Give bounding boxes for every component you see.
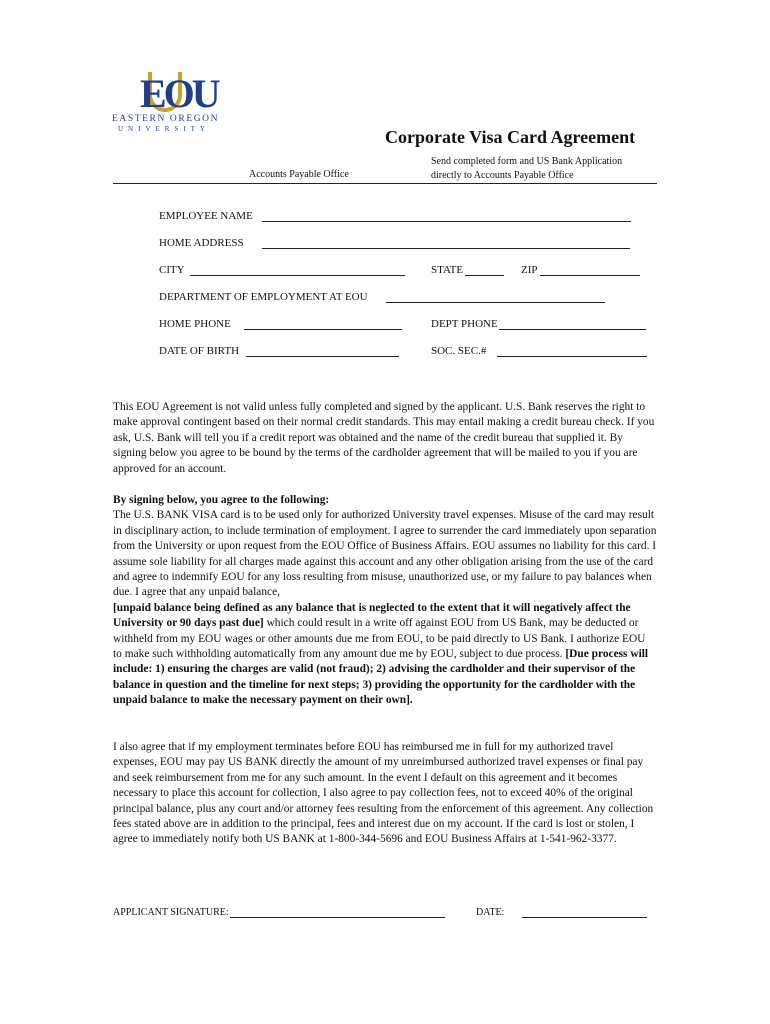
city-label: CITY [159,264,185,276]
city-field[interactable] [190,275,405,276]
home-address-field[interactable] [262,248,630,249]
date-of-birth-label: DATE OF BIRTH [159,345,240,357]
zip-label: ZIP [521,264,538,276]
eou-logo [112,71,220,136]
page-title: Corporate Visa Card Agreement [385,127,636,147]
validity-paragraph: This EOU Agreement is not valid unless fully completed and signed by the applicant. U.S. Bank reserves the right to make approval contingent based on their normal credit standards. This may entail making a credit bureau check. If you ask, U.S. Bank will tell you if a credit report was obtained and the name of the credit bureau that supplied it. By signing below you agree to be bound by the terms of the cardholder agreement that will be mailed to you if you are approved for an account. [113,401,655,475]
header-rule [113,183,657,184]
zip-field[interactable] [540,275,640,276]
department-label: DEPARTMENT OF EMPLOYMENT AT EOU [159,291,368,303]
date-label: DATE: [476,907,505,918]
state-label: STATE [431,264,464,276]
soc-sec-label: SOC. SEC.# [431,345,487,357]
logo-main-text: EOU [140,71,218,116]
logo-line1: EASTERN OREGON [112,114,220,124]
date-of-birth-field[interactable] [246,356,399,357]
soc-sec-field[interactable] [497,356,647,357]
send-line2: directly to Accounts Payable Office [431,170,574,181]
applicant-signature-label: APPLICANT SIGNATURE: [113,907,229,918]
terms-unpaid-definition: [unpaid balance being defined as any balance that is neglected to the extent that it will negatively affect the University or 90 days past due] [113,601,631,630]
signature-date-field[interactable] [522,917,647,918]
terms-paragraph [113,493,657,709]
dept-phone-label: DEPT PHONE [431,318,498,330]
office-label: Accounts Payable Office [249,169,349,180]
terms-due-process: [Due process will include: 1) ensuring the charges are valid (not fraud); 2) advising the cardholder and their supervisor of the balance in question and the timeline for next steps; 3) providing the opportunity for the cardholder with the unpaid balance to make the necessary payment on their own]. [113,648,649,707]
home-address-label: HOME ADDRESS [159,237,244,249]
terms-text-c: which could result in a write off against EOU from US Bank, may be deducted or withheld from my EOU wages or other amounts due me from EOU, to be paid directly to US Bank. I authorize EOU to make such withholding automatically from any amount due me by EOU, subject to due process. [113,617,646,661]
home-phone-label: HOME PHONE [159,318,231,330]
state-field[interactable] [465,275,504,276]
send-line1: Send completed form and US Bank Application [431,156,623,167]
home-phone-field[interactable] [244,329,402,330]
applicant-signature-field[interactable] [230,917,445,918]
employee-name-label: EMPLOYEE NAME [159,210,253,222]
employee-name-field[interactable] [262,221,631,222]
department-field[interactable] [386,302,605,303]
dept-phone-field[interactable] [499,329,646,330]
terms-text-a: The U.S. BANK VISA card is to be used only for authorized University travel expenses. Misuse of the card may result in disciplinary action, to include termination of employment. I agree to surrender the card immediately upon separation from the University or upon request from the EOU Office of Business Affairs. EOU assumes no liability for this card. I assume sole liability for all charges made against this account and any other obligation arising from the use of the card and agree to indemnify EOU for any loss resulting from misuse, unauthorized use, or my failure to pay balances when due. I agree that any unpaid balance, [113,509,657,599]
terms-heading: By signing below, you agree to the following: [113,494,330,506]
send-instructions [431,155,622,183]
termination-paragraph: I also agree that if my employment terminates before EOU has reimbursed me in full for my authorized travel expenses, EOU may pay US BANK directly the amount of my unreimbursed authorized travel expenses or final pay and seek reimbursement from me for any such amount. In the event I default on this agreement and it becomes necessary to place this account for collection, I also agree to pay collection fees, not to exceed 40% of the original principal balance, plus any court and/or attorney fees resulting from the enforcement of this agreement. Any collection fees stated above are in addition to the principal, fees and interest due on my account. If the card is lost or stolen, I agree to immediately notify both US BANK at 1-800-344-5696 and EOU Business Affairs at 1-541-962-3377. [113,741,654,846]
logo-line2: UNIVERSITY [118,125,210,133]
